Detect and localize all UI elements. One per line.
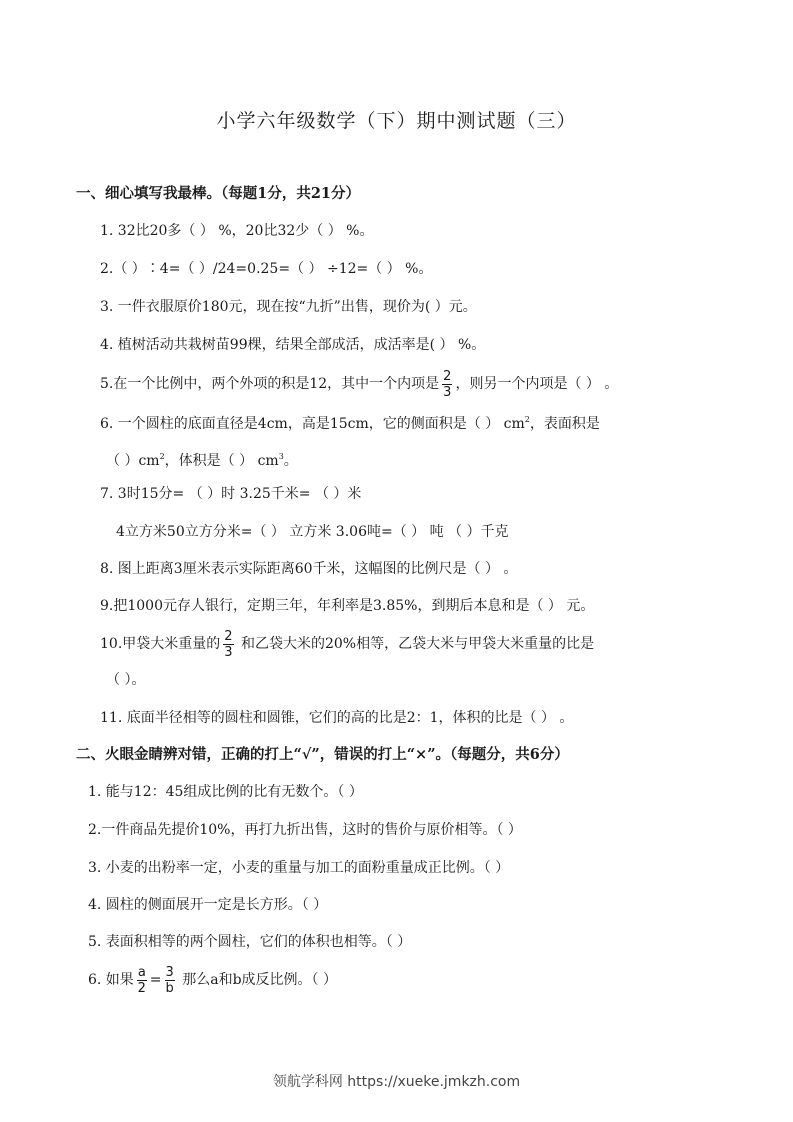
section1-heading: 一、细心填写我最棒。（每题1分，共21分） bbox=[76, 185, 361, 202]
question-1-8: 8. 图上距离3厘米表示实际距离60千米，这幅图的比例尺是（ ） 。 bbox=[100, 561, 518, 577]
fraction-two-thirds bbox=[442, 370, 452, 399]
question-1-7-line1: 7. 3时15分= （ ）时 3.25千米= （ ）米 bbox=[100, 486, 362, 502]
question-1-6-text-c: （ ）cm bbox=[106, 453, 160, 469]
fraction-two-thirds bbox=[223, 630, 233, 659]
question-1-6-line1 bbox=[100, 410, 600, 434]
question-1-10-before: 10.甲袋大米重量的 bbox=[100, 636, 221, 652]
question-1-6-text-b: ，表面积是 bbox=[529, 416, 600, 432]
question-1-5-before: 5.在一个比例中，两个外项的积是12，其中一个内项是 bbox=[100, 376, 440, 392]
fraction-numerator: 2 bbox=[224, 628, 233, 644]
question-1-5-after: ，则另一个内项是（ ） 。 bbox=[455, 376, 619, 392]
question-1-6-line2 bbox=[106, 447, 298, 471]
question-2-6-after: 那么a和b成反比例。（ ） bbox=[177, 972, 338, 988]
question-2-3: 3. 小麦的出粉率一定，小麦的重量与加工的面粉重量成正比例。（ ） bbox=[88, 860, 510, 876]
question-2-6-before: 6. 如果 bbox=[88, 972, 134, 988]
question-2-4: 4. 圆柱的侧面展开一定是长方形。（ ） bbox=[88, 897, 328, 913]
question-2-5: 5. 表面积相等的两个圆柱，它们的体积也相等。（ ） bbox=[88, 934, 412, 950]
fraction-denominator: b bbox=[165, 980, 174, 996]
question-1-7-line2: 4立方米50立方分米=（ ） 立方米 3.06吨=（ ） 吨 （ ）千克 bbox=[116, 524, 509, 540]
footer-watermark: 领航学科网 https://xueke.jmkzh.com bbox=[272, 1074, 521, 1090]
question-2-6 bbox=[88, 964, 337, 996]
question-1-9: 9.把1000元存人银行，定期三年，年利率是3.85%，到期后本息和是（ ） 元。 bbox=[100, 598, 595, 614]
superscript: 2 bbox=[524, 415, 530, 424]
question-1-1: 1. 32比20多（ ） %，20比32少（ ） %。 bbox=[100, 223, 374, 239]
fraction-numerator: 3 bbox=[165, 964, 174, 980]
question-1-10-line1 bbox=[100, 629, 594, 659]
question-1-10-line2: （ ）。 bbox=[106, 672, 146, 688]
question-1-6-text-e: 。 bbox=[283, 453, 298, 469]
question-1-2: 2.（ ）∶4=（ ）/24=0.25=（ ） ÷12=（ ） %。 bbox=[100, 261, 433, 277]
question-1-5 bbox=[100, 369, 618, 399]
fraction-denominator: 3 bbox=[224, 644, 233, 660]
section2-heading: 二、火眼金睛辨对错，正确的打上“√”，错误的打上“×”。（每题分，共6分） bbox=[76, 746, 569, 763]
superscript: 2 bbox=[159, 452, 165, 461]
question-1-4: 4. 植树活动共栽树苗99棵，结果全部成活，成活率是( ） %。 bbox=[100, 337, 486, 353]
equals-sign: = bbox=[149, 972, 162, 988]
fraction-3-over-b bbox=[165, 966, 175, 995]
superscript: 3 bbox=[278, 452, 284, 461]
question-1-11: 11. 底面半径相等的圆柱和圆锥，它们的高的比是2：1，体积的比是（ ） 。 bbox=[100, 710, 574, 726]
question-2-2: 2.一件商品先提价10%，再打九折出售，这时的售价与原价相等。（ ） bbox=[88, 822, 522, 838]
fraction-numerator: a bbox=[137, 964, 146, 980]
fraction-numerator: 2 bbox=[443, 368, 452, 384]
fraction-denominator: 3 bbox=[443, 384, 452, 400]
question-1-6-text-a: 6. 一个圆柱的底面直径是4cm，高是15cm，它的侧面积是（ ） cm bbox=[100, 416, 525, 432]
question-1-6-text-d: ，体积是（ ） cm bbox=[164, 453, 279, 469]
fraction-a-over-2 bbox=[137, 966, 147, 995]
question-1-3: 3. 一件衣服原价180元，现在按“九折”出售，现价为( ）元。 bbox=[100, 299, 477, 315]
question-1-10-after: 和乙袋大米的20%相等，乙袋大米与甲袋大米重量的比是 bbox=[236, 636, 595, 652]
fraction-denominator: 2 bbox=[137, 980, 146, 996]
question-2-1: 1. 能与12：45组成比例的比有无数个。（ ） bbox=[88, 784, 363, 800]
page-title: 小学六年级数学（下）期中测试题（三） bbox=[216, 110, 577, 132]
